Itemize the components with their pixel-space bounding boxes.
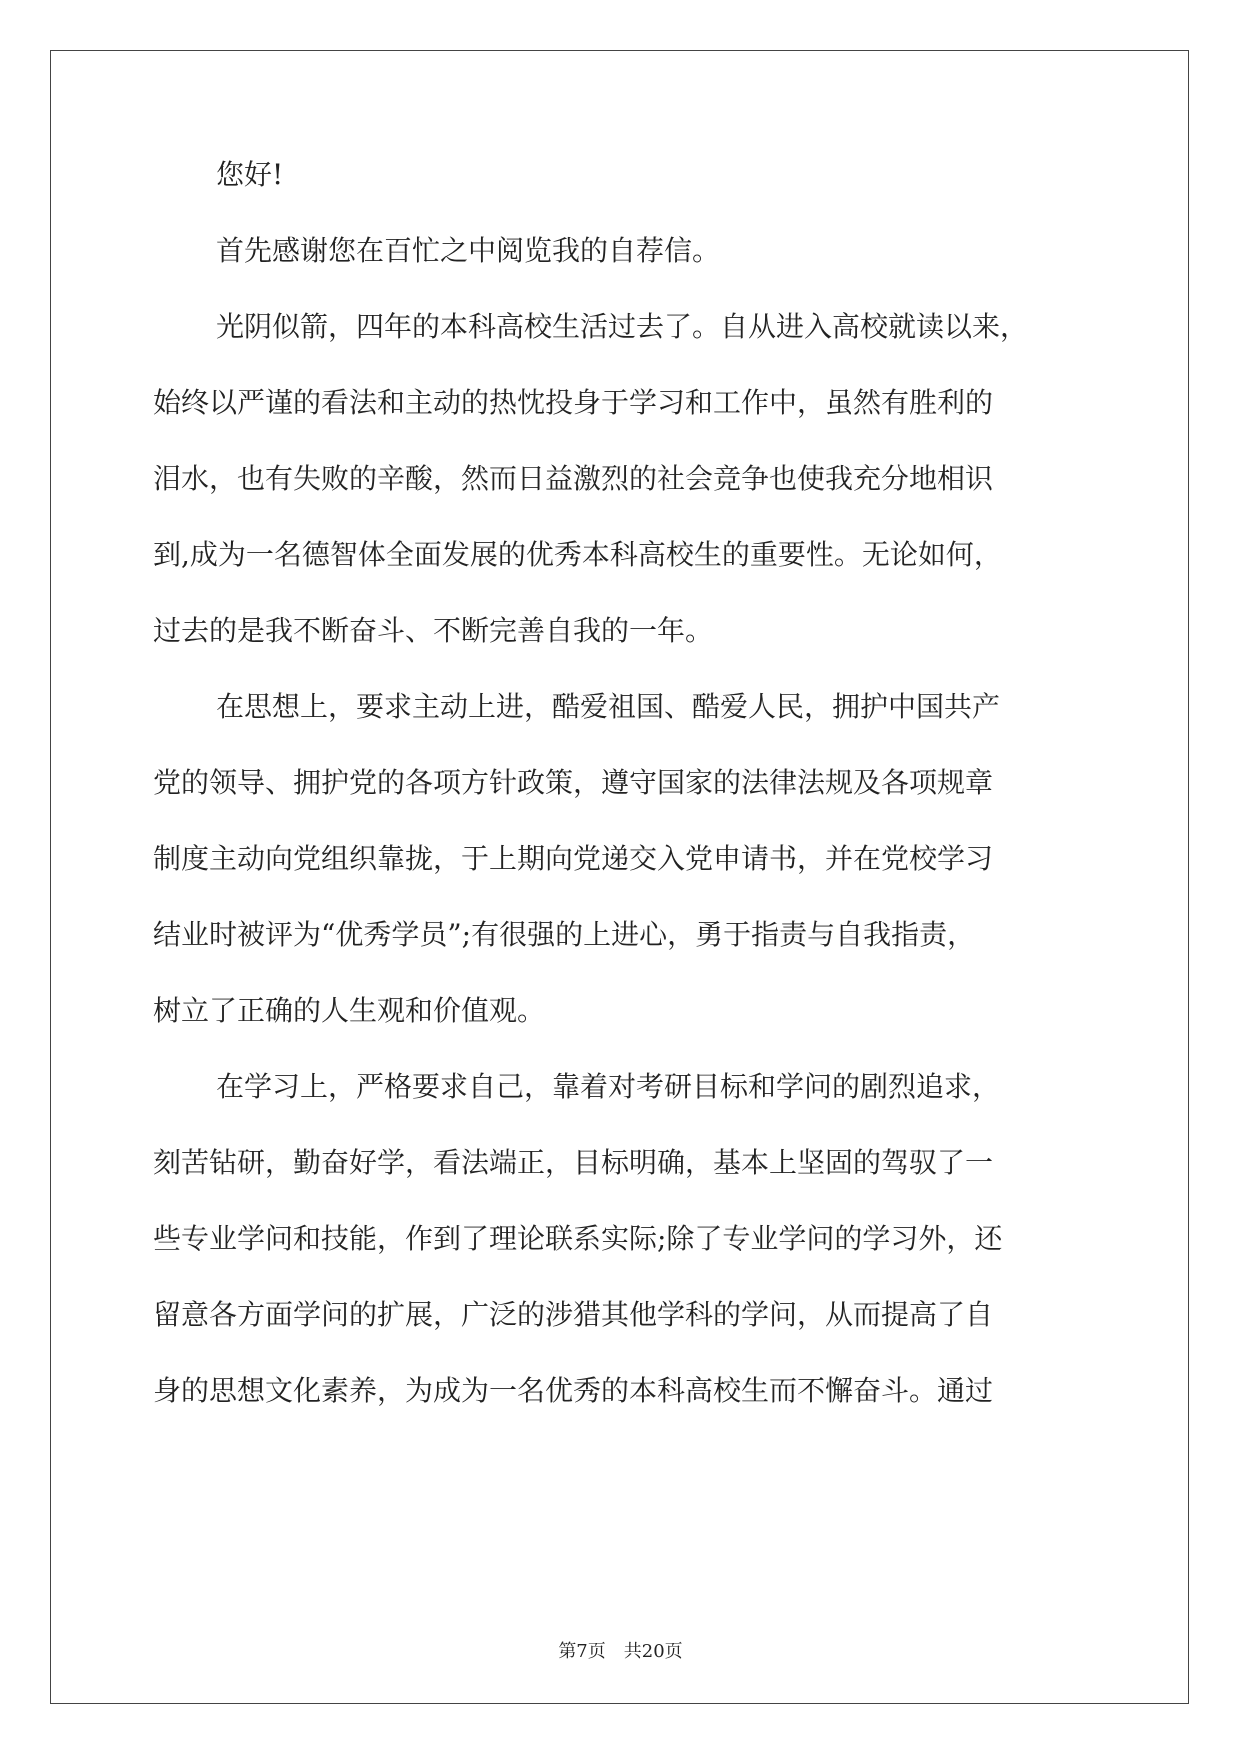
text-line: 树立了正确的人生观和价值观。 bbox=[153, 994, 546, 1027]
letter-body bbox=[153, 156, 1089, 1448]
text-line: 制度主动向党组织靠拢，于上期向党递交入党申请书，并在党校学习 bbox=[153, 842, 994, 875]
text-line: 首先感谢您在百忙之中阅览我的自荐信。 bbox=[216, 234, 721, 267]
text-line: 留意各方面学问的扩展，广泛的涉猎其他学科的学问，从而提高了自 bbox=[153, 1298, 994, 1331]
text-line: 些专业学问和技能，作到了理论联系实际;除了专业学问的学习外，还 bbox=[153, 1222, 1003, 1255]
page-number: 第7页 bbox=[558, 1641, 606, 1662]
text-line: 到,成为一名德智体全面发展的优秀本科高校生的重要性。无论如何， bbox=[153, 538, 1002, 571]
paragraph-study bbox=[153, 1068, 1089, 1448]
text-line: 您好! bbox=[216, 158, 284, 191]
paragraph-ideology bbox=[153, 688, 1089, 1068]
paragraph-thanks bbox=[153, 232, 1089, 308]
text-line: 结业时被评为“优秀学员”;有很强的上进心，勇于指责与自我指责， bbox=[153, 918, 976, 951]
text-line: 党的领导、拥护党的各项方针政策，遵守国家的法律法规及各项规章 bbox=[153, 766, 994, 799]
paragraph-greeting bbox=[153, 156, 1089, 232]
text-line: 刻苦钻研，勤奋好学，看法端正，目标明确，基本上坚固的驾驭了一 bbox=[153, 1146, 994, 1179]
paragraph-overview bbox=[153, 308, 1089, 688]
page-footer bbox=[0, 1640, 1241, 1664]
text-line: 身的思想文化素养，为成为一名优秀的本科高校生而不懈奋斗。通过 bbox=[153, 1374, 994, 1407]
text-line: 在思想上，要求主动上进，酷爱祖国、酷爱人民，拥护中国共产 bbox=[216, 690, 1001, 723]
text-line: 过去的是我不断奋斗、不断完善自我的一年。 bbox=[153, 614, 714, 647]
text-line: 始终以严谨的看法和主动的热忱投身于学习和工作中，虽然有胜利的 bbox=[153, 386, 994, 419]
text-line: 泪水，也有失败的辛酸，然而日益激烈的社会竞争也使我充分地相识 bbox=[153, 462, 994, 495]
text-line: 光阴似箭，四年的本科高校生活过去了。自从进入高校就读以来， bbox=[216, 310, 1029, 343]
page-total: 共20页 bbox=[623, 1641, 683, 1662]
text-line: 在学习上，严格要求自己，靠着对考研目标和学问的剧烈追求， bbox=[216, 1070, 1001, 1103]
